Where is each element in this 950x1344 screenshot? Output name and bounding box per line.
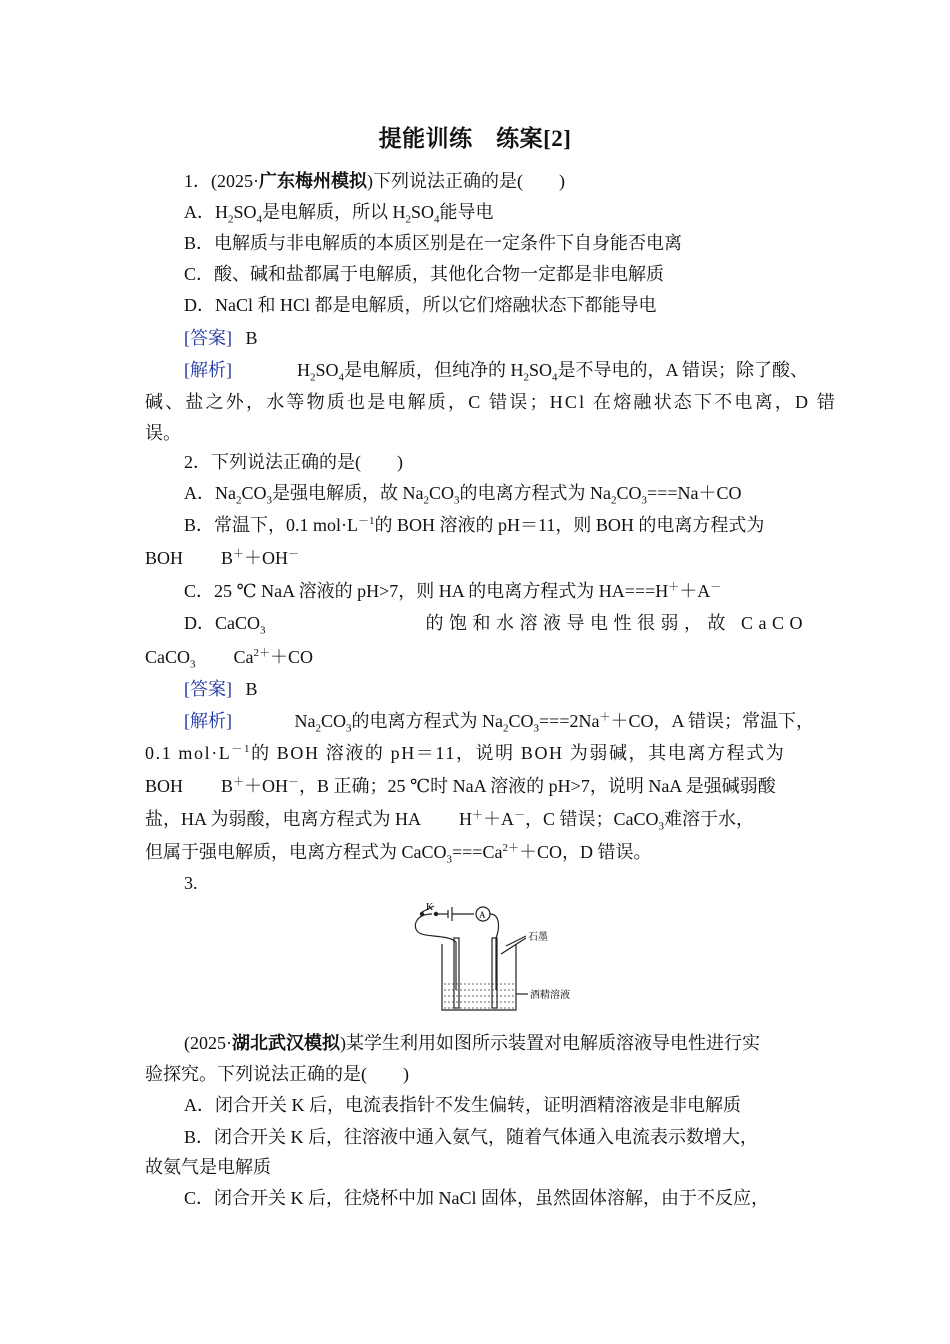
q2-answer bbox=[184, 678, 258, 700]
q2-analysis-line-3: BOH B＋＋OH－，B 正确；25 ℃时 NaA 溶液的 pH>7，说明 NaA 是强碱弱酸 bbox=[145, 776, 776, 796]
answer-tag: [答案] bbox=[184, 328, 232, 348]
q2-option-d-line-1: D．CaCO$_3$ 的饱和水溶液导电性很弱，故 CaCO bbox=[184, 613, 808, 637]
q1-number: 1．(2025· bbox=[184, 171, 259, 191]
q1-stem bbox=[184, 170, 565, 192]
q1-option-d: D．NaCl 和 HCl 都是电解质，所以它们熔融状态下都能导电 bbox=[184, 295, 657, 315]
solution-label: 酒精溶液 bbox=[530, 990, 570, 1001]
q2-analysis-line-2: 0.1 $mol\cdot L^{-1}$的 BOH 溶液的 pH＝11，说明 BOH 为弱碱，其电离方程式为 bbox=[145, 743, 786, 763]
q3-option-b-line-1: B．闭合开关 K 后，往溶液中通入氨气，随着气体通入电流表示数增大， bbox=[184, 1127, 759, 1147]
q1-source: 广东梅州模拟 bbox=[259, 171, 367, 191]
q3-number: 3. bbox=[184, 873, 198, 893]
q2-analysis-line-5: 但属于强电解质，电离方程式为 $CaCO_3===Ca^{2+}+CO$，D 错误。 bbox=[145, 842, 652, 866]
page-title: 提能训练 练案[2] bbox=[378, 126, 572, 151]
q1-answer bbox=[184, 327, 258, 349]
answer-tag: [答案] bbox=[184, 679, 232, 699]
q3-option-a: A．闭合开关 K 后，电流表指针不发生偏转，证明酒精溶液是非电解质 bbox=[184, 1095, 741, 1115]
switch-label: K bbox=[426, 902, 434, 913]
q1-analysis-line-1: [解析] $H_2SO_4$是电解质，但纯净的 $H_2SO_4$是不导电的，A 错误；除了酸、 bbox=[184, 360, 808, 384]
electrode-label: 石墨 bbox=[528, 932, 548, 943]
analysis-tag: [解析] bbox=[184, 360, 232, 380]
q2-stem: 2．下列说法正确的是( ) bbox=[184, 452, 403, 472]
q1-option-a: A．$H_2SO_4$是电解质，所以 $H_2SO_4$能导电 bbox=[184, 202, 494, 226]
q2-option-b-line-1: B．常温下，0.1 $mol\cdot L^{-1}$的 BOH 溶液的 pH＝11，则 BOH 的电离方程式为 bbox=[184, 515, 765, 535]
q3-source: 湖北武汉模拟 bbox=[232, 1033, 340, 1053]
beaker bbox=[442, 944, 516, 1010]
q3-stem-line-1: (2025·湖北武汉模拟)某学生利用如图所示装置对电解质溶液导电性进行实 bbox=[184, 1033, 760, 1053]
answer-value: B bbox=[245, 328, 258, 348]
q2-option-c: C．25 ℃ NaA 溶液的 pH>7，则 HA 的电离方程式为 HA===H＋＋A－ bbox=[184, 581, 722, 601]
q2-option-a: A．$Na_2CO_3$是强电解质，故 $Na_2CO_3$的电离方程式为 $Na_2CO_3===Na+CO$ bbox=[184, 483, 742, 507]
q3-option-b-line-2: 故氨气是电解质 bbox=[145, 1157, 271, 1177]
q1-option-c: C．酸、碱和盐都属于电解质，其他化合物一定都是非电解质 bbox=[184, 264, 665, 284]
q2-option-b-line-2: BOH B＋＋OH－ bbox=[145, 548, 300, 568]
ammeter-label: A bbox=[479, 910, 486, 920]
q2-option-d-line-2: CaCO$_3$ $Ca^{2+}+CO$ bbox=[145, 647, 314, 671]
q2-analysis-line-4: 盐，HA 为弱酸，电离方程式为 HA H＋＋A－，C 错误；CaCO$_3$难溶于水， bbox=[145, 809, 755, 833]
conductivity-apparatus-figure bbox=[408, 898, 578, 1018]
q1-option-b: B．电解质与非电解质的本质区别是在一定条件下自身能否电离 bbox=[184, 233, 683, 253]
analysis-tag: [解析] bbox=[184, 711, 232, 731]
answer-value: B bbox=[245, 679, 258, 699]
q2-analysis-line-1: [解析] $Na_2CO_3$的电离方程式为 $Na_2CO_3===2Na^++CO$，A 错误；常温下， bbox=[184, 711, 814, 735]
q1-analysis-line-3: 误。 bbox=[145, 423, 181, 443]
q1-analysis-line-2: 碱、盐之外，水等物质也是电解质，C 错误；HCl 在熔融状态下不电离，D 错 bbox=[145, 392, 838, 412]
q3-option-c-line-1: C．闭合开关 K 后，往烧杯中加 NaCl 固体，虽然固体溶解，由于不反应， bbox=[184, 1188, 769, 1208]
battery-icon bbox=[448, 907, 452, 921]
q1-stem-text: )下列说法正确的是( ) bbox=[367, 171, 565, 191]
q3-stem-line-2: 验探究。下列说法正确的是( ) bbox=[145, 1064, 409, 1084]
